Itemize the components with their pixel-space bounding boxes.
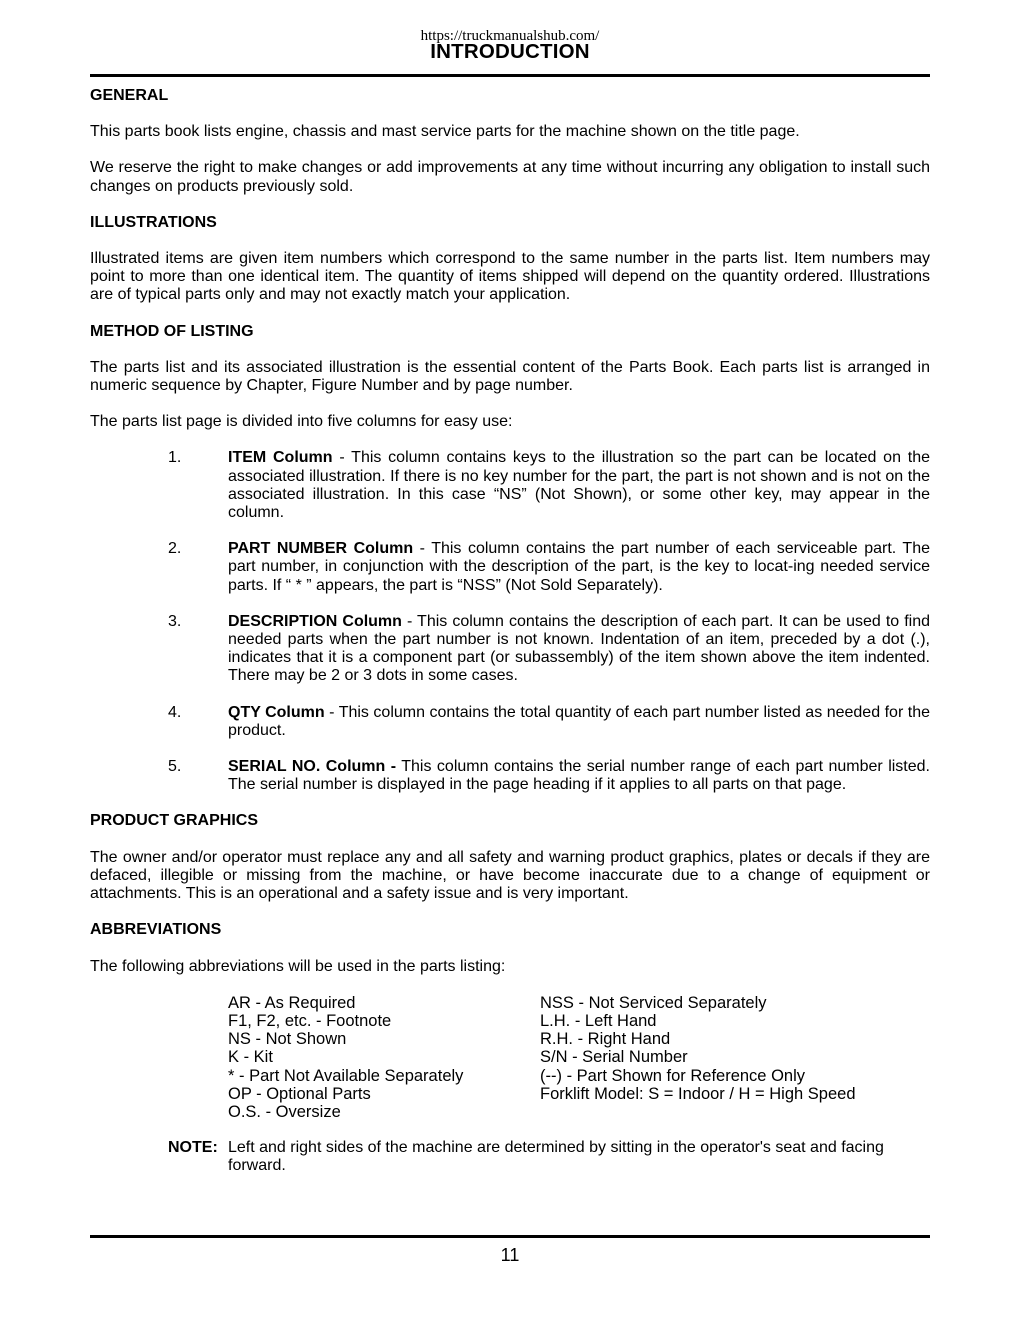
list-item-term: ITEM Column	[228, 449, 333, 467]
section-heading-illustrations: ILLUSTRATIONS	[90, 213, 217, 231]
note	[168, 1139, 890, 1175]
abbreviation-entry: K - Kit	[228, 1048, 273, 1067]
section-heading-product-graphics: PRODUCT GRAPHICS	[90, 812, 259, 830]
list-item-text: - This column contains keys to the illustration so the part can be located on the associated illustration. If there is no key number for the part, the part is not shown and is not on the associated illustration. In this case “NS” (Not Shown), or some other key, may appear in the column.	[228, 449, 931, 522]
abbreviations-left-column	[228, 994, 540, 1121]
abbreviation-entry: NSS - Not Serviced Separately	[540, 993, 767, 1012]
list-item-number: 4.	[168, 703, 182, 721]
abbreviation-entry: F1, F2, etc. - Footnote	[228, 1011, 392, 1030]
abbreviations-table	[228, 994, 930, 1121]
list-item-body	[228, 540, 930, 595]
list-item	[90, 449, 930, 522]
list-item-term: SERIAL NO. Column -	[228, 758, 397, 776]
list-item	[90, 758, 930, 794]
list-item-body	[228, 758, 930, 794]
header-rule	[90, 74, 930, 77]
section-heading-abbreviations: ABBREVIATIONS	[90, 921, 222, 939]
abbreviation-entry: OP - Optional Parts	[228, 1084, 371, 1103]
list-item-term: QTY Column	[228, 703, 325, 721]
list-item	[90, 704, 930, 740]
section-heading-method-of-listing: METHOD OF LISTING	[90, 322, 254, 340]
list-item-text: - This column contains the description of each part. It can be used to find needed parts when the part number is not known. Indentation of an item, preceded by a dot (.), indicates that it is a component part (or subassembly) of the item shown above the item indented. There may be 2 or 3 dots in some cases.	[228, 612, 930, 685]
list-item-body	[228, 704, 930, 740]
graphics-paragraph: The owner and/or operator must replace any and all safety and warning product graphics, plates or decals if they are defaced, illegible or missing from the machine, or have become inaccurate due to a change of equipment or attachments. This is an operational and a safety issue and is very important.	[90, 848, 930, 903]
abbreviation-entry: O.S. - Oversize	[228, 1102, 341, 1121]
list-item	[90, 540, 930, 595]
abbreviations-right-column	[540, 994, 930, 1121]
list-item-number: 1.	[168, 449, 182, 467]
source-url: https://truckmanualshub.com/	[420, 28, 600, 44]
method-paragraph-2: The parts list page is divided into five columns for easy use:	[90, 413, 513, 431]
general-paragraph-1: This parts book lists engine, chassis and mast service parts for the machine shown on the title page.	[90, 123, 800, 141]
note-label: NOTE:	[168, 1139, 218, 1157]
method-paragraph-1: The parts list and its associated illustration is the essential content of the Parts Book. Each parts list is arranged in numeric sequence by Chapter, Figure Number and by page number.	[90, 358, 930, 395]
page-number: 11	[500, 1245, 520, 1265]
list-item-number: 3.	[168, 612, 182, 630]
section-heading-general: GENERAL	[90, 87, 169, 104]
footer-rule	[90, 1235, 930, 1238]
abbreviation-entry: S/N - Serial Number	[540, 1048, 688, 1067]
abbreviation-entry: (--) - Part Shown for Reference Only	[540, 1066, 805, 1085]
abbreviations-intro: The following abbreviations will be used in the parts listing:	[90, 957, 506, 975]
column-list	[90, 449, 930, 794]
list-item-text: - This column contains the total quantity of each part number listed as needed for the product.	[228, 703, 931, 739]
list-item-body	[228, 613, 930, 686]
list-item-term: PART NUMBER Column	[228, 540, 414, 558]
abbreviation-entry: Forklift Model: S = Indoor / H = High Speed	[540, 1084, 856, 1103]
list-item-text: This column contains the serial number range of each part number listed. The serial number is displayed in the page heading if it applies to all parts on that page.	[228, 758, 930, 794]
abbreviation-entry: L.H. - Left Hand	[540, 1011, 657, 1030]
abbreviation-entry: * - Part Not Available Separately	[228, 1066, 464, 1085]
illustrations-paragraph: Illustrated items are given item numbers which correspond to the same number in the parts list. Item numbers may point to more than one identical item. The quantity of items shipped will depend on the quantity ordered. Illustrations are of typical parts only and may not exactly match your application.	[90, 250, 930, 304]
list-item	[90, 613, 930, 686]
abbreviation-entry: NS - Not Shown	[228, 1030, 347, 1049]
list-item-body	[228, 449, 930, 522]
general-paragraph-2: We reserve the right to make changes or add improvements at any time without incurring any obligation to install such changes on products previously sold.	[90, 159, 930, 195]
page-title: INTRODUCTION	[430, 40, 590, 63]
abbreviation-entry: R.H. - Right Hand	[540, 1030, 671, 1049]
list-item-number: 5.	[168, 758, 182, 776]
note-text: Left and right sides of the machine are determined by sitting in the operator's seat and facing forward.	[228, 1139, 884, 1175]
abbreviation-entry: AR - As Required	[228, 993, 356, 1012]
list-item-term: DESCRIPTION Column	[228, 612, 402, 630]
list-item-text: - This column contains the part number of each serviceable part. The part number, in conjunction with the description of the part, is the key to locat-ing needed service parts. If “ * ” appears, the part is “NSS” (Not Sold Separately).	[228, 540, 931, 594]
page-content	[90, 87, 930, 1176]
list-item-number: 2.	[168, 540, 182, 558]
